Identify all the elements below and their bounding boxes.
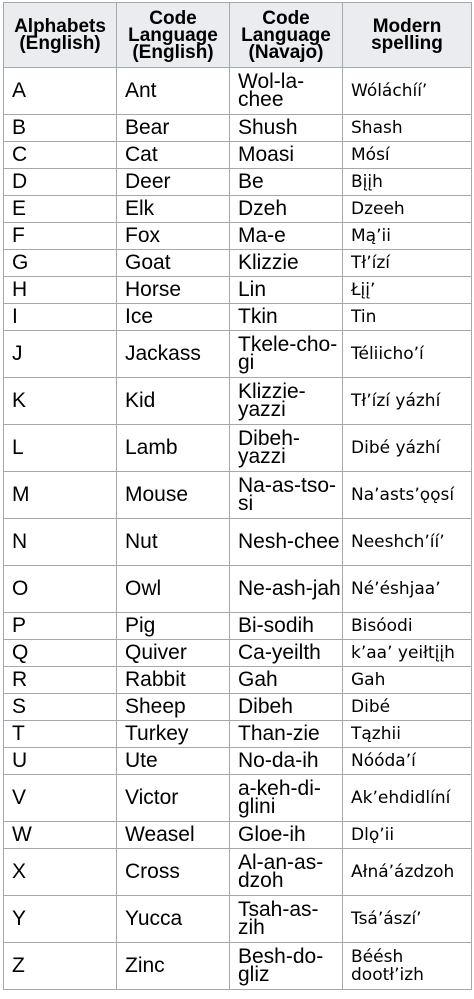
table-row [4,68,472,115]
cell-letter: T [4,721,117,748]
table-row [4,196,472,223]
cell-code-english: Ute [117,748,230,775]
cell-code-navajo: Na-as-tso-si [230,472,343,519]
cell-code-english: Owl [117,566,230,613]
header-alphabets [4,3,117,68]
cell-code-english: Turkey [117,721,230,748]
header-text: (English) [19,33,101,54]
header-code-navajo [230,3,343,68]
cell-code-english: Yucca [117,896,230,943]
cell-code-english: Ice [117,304,230,331]
cell-code-navajo: Wol-la-chee [230,68,343,115]
cell-modern-spelling: kʼaaʼ yeiłtįįh [343,640,472,667]
table-row [4,943,472,990]
header-text: Code [149,7,197,29]
cell-code-navajo: No-da-ih [230,748,343,775]
cell-modern-spelling: Bįįh [343,169,472,196]
cell-letter: Y [4,896,117,943]
cell-code-english: Sheep [117,694,230,721]
table-row [4,566,472,613]
table-row [4,169,472,196]
cell-code-navajo: Ca-yeilth [230,640,343,667]
cell-code-english: Nut [117,519,230,566]
table-row [4,115,472,142]
cell-letter: Z [4,943,117,990]
table-row [4,331,472,378]
cell-modern-spelling: Mósí [343,142,472,169]
cell-modern-spelling: Dibé [343,694,472,721]
cell-modern-spelling: Gah [343,667,472,694]
cell-modern-spelling: Tązhii [343,721,472,748]
cell-code-navajo: Gah [230,667,343,694]
cell-letter: E [4,196,117,223]
table-row [4,640,472,667]
cell-modern-spelling: Ałnáʼázdzoh [343,849,472,896]
cell-code-english: Weasel [117,822,230,849]
cell-code-english: Horse [117,277,230,304]
cell-modern-spelling: Tłʼízí [343,250,472,277]
cell-code-english: Zinc [117,943,230,990]
table-row [4,304,472,331]
cell-letter: C [4,142,117,169]
cell-code-navajo: Moasi [230,142,343,169]
cell-code-english: Goat [117,250,230,277]
cell-modern-spelling: Wóláchííʼ [343,68,472,115]
cell-code-english: Mouse [117,472,230,519]
cell-letter: I [4,304,117,331]
cell-code-navajo: Klizzie [230,250,343,277]
cell-letter: D [4,169,117,196]
cell-letter: W [4,822,117,849]
table-row [4,613,472,640]
header-text: Code [262,7,310,29]
cell-letter: X [4,849,117,896]
cell-code-english: Kid [117,378,230,425]
cell-modern-spelling: Bisóodi [343,613,472,640]
header-text: spelling [371,33,443,54]
cell-code-english: Rabbit [117,667,230,694]
cell-code-english: Pig [117,613,230,640]
cell-modern-spelling: Shash [343,115,472,142]
header-text: Alphabets [14,16,106,37]
cell-code-navajo: Tkele-cho-gi [230,331,343,378]
cell-letter: A [4,68,117,115]
cell-code-english: Fox [117,223,230,250]
cell-code-navajo: Ne-ash-jah [230,566,343,613]
table-row [4,748,472,775]
cell-code-navajo: Dzeh [230,196,343,223]
cell-code-navajo: Lin [230,277,343,304]
cell-modern-spelling: Tsáʼászíʼ [343,896,472,943]
cell-modern-spelling: Tłʼízí yázhí [343,378,472,425]
header-text: Modern [372,16,442,37]
cell-modern-spelling: Dibé yázhí [343,425,472,472]
table-row [4,519,472,566]
table-row [4,250,472,277]
header-text: (English) [132,41,214,63]
table-body [4,68,472,990]
navajo-code-table [3,2,472,990]
table-row [4,721,472,748]
table-row [4,425,472,472]
cell-letter: L [4,425,117,472]
cell-code-english: Elk [117,196,230,223]
header-text: (Navajo) [248,41,324,63]
table-row [4,849,472,896]
cell-modern-spelling: Dlǫʼii [343,822,472,849]
cell-letter: J [4,331,117,378]
header-row [4,3,472,68]
cell-letter: U [4,748,117,775]
header-modern-spelling [343,3,472,68]
table-row [4,223,472,250]
cell-letter: H [4,277,117,304]
cell-letter: Q [4,640,117,667]
cell-code-navajo: Klizzie-yazzi [230,378,343,425]
cell-code-navajo: Bi-sodih [230,613,343,640]
cell-letter: R [4,667,117,694]
header-text: Language [128,24,218,46]
cell-code-english: Cross [117,849,230,896]
cell-code-navajo: Nesh-chee [230,519,343,566]
cell-code-navajo: Dibeh [230,694,343,721]
cell-code-navajo: Besh-do-gliz [230,943,343,990]
cell-code-english: Deer [117,169,230,196]
table-row [4,378,472,425]
cell-code-navajo: Dibeh-yazzi [230,425,343,472]
cell-code-english: Quiver [117,640,230,667]
cell-code-navajo: Shush [230,115,343,142]
table-row [4,142,472,169]
cell-code-navajo: Ma-e [230,223,343,250]
cell-code-english: Bear [117,115,230,142]
cell-code-english: Cat [117,142,230,169]
cell-code-navajo: Tkin [230,304,343,331]
header-text: Language [241,24,331,46]
cell-modern-spelling: Naʼastsʼǫǫsí [343,472,472,519]
header-code-english [117,3,230,68]
cell-modern-spelling: Téliichoʼí [343,331,472,378]
cell-letter: G [4,250,117,277]
cell-modern-spelling: Mąʼii [343,223,472,250]
cell-modern-spelling: Béésh dootłʼizh [343,943,472,990]
cell-modern-spelling: Dzeeh [343,196,472,223]
cell-code-navajo: a-keh-di-glini [230,775,343,822]
cell-letter: B [4,115,117,142]
cell-modern-spelling: Łįįʼ [343,277,472,304]
table-row [4,775,472,822]
table-row [4,277,472,304]
table-row [4,694,472,721]
cell-letter: S [4,694,117,721]
cell-code-navajo: Be [230,169,343,196]
cell-letter: V [4,775,117,822]
cell-code-english: Jackass [117,331,230,378]
cell-code-navajo: Gloe-ih [230,822,343,849]
cell-code-english: Lamb [117,425,230,472]
cell-code-english: Ant [117,68,230,115]
cell-code-english: Victor [117,775,230,822]
cell-letter: O [4,566,117,613]
cell-code-navajo: Al-an-as-dzoh [230,849,343,896]
table-row [4,667,472,694]
cell-modern-spelling: Akʼehdidlíní [343,775,472,822]
cell-modern-spelling: Néʼéshjaaʼ [343,566,472,613]
table-row [4,896,472,943]
table-row [4,822,472,849]
cell-letter: M [4,472,117,519]
cell-letter: K [4,378,117,425]
cell-letter: N [4,519,117,566]
table-row [4,472,472,519]
cell-letter: P [4,613,117,640]
cell-modern-spelling: Neeshchʼííʼ [343,519,472,566]
cell-letter: F [4,223,117,250]
cell-modern-spelling: Tin [343,304,472,331]
cell-code-navajo: Tsah-as-zih [230,896,343,943]
cell-modern-spelling: Nóódaʼí [343,748,472,775]
cell-code-navajo: Than-zie [230,721,343,748]
